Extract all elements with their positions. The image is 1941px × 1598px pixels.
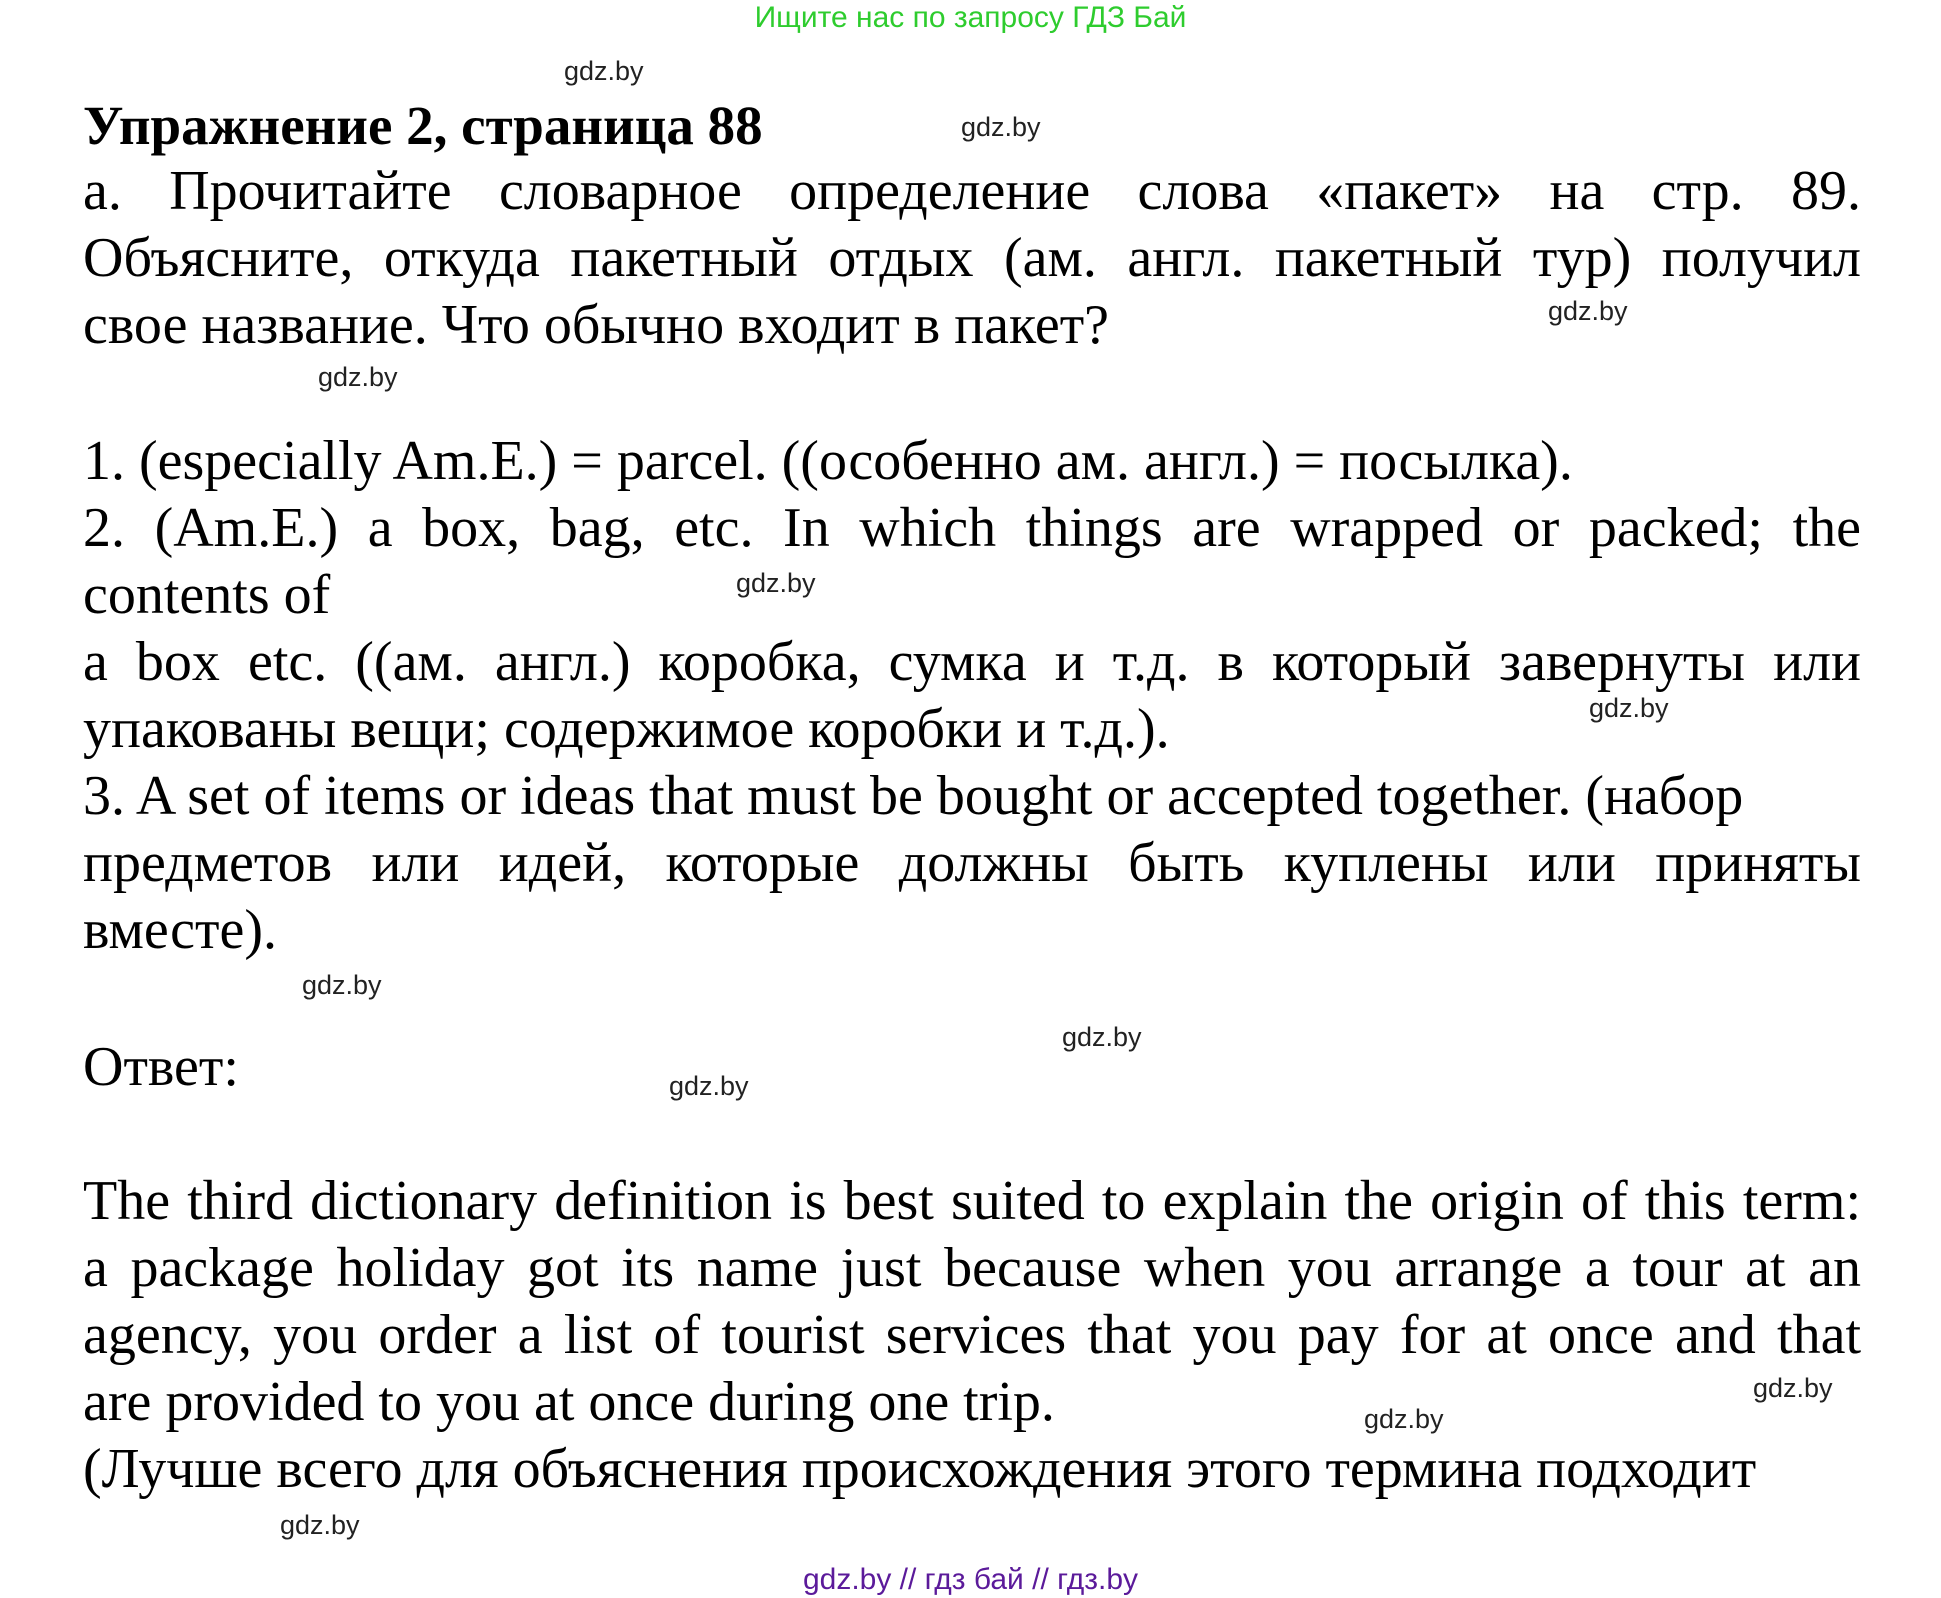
task-text (83, 158, 1861, 359)
answer-line: a package holiday got its name just because when you arrange a tour at an (83, 1237, 1861, 1299)
watermark: gdz.by (736, 568, 816, 598)
definition-line: 3. A set of items or ideas that must be bought or accepted together. (набор (83, 765, 1744, 827)
task-line: а. Прочитайте словарное определение слова «пакет» на стр. 89. (83, 160, 1861, 222)
watermark: gdz.by (1753, 1373, 1833, 1403)
answer-line: agency, you order a list of tourist services that you pay for at once and that (83, 1304, 1861, 1366)
site-links-footer: gdz.by // гдз бай // гдз.by (802, 1563, 1139, 1596)
answer-line: (Лучше всего для объяснения происхождения этого термина подходит (83, 1438, 1757, 1500)
definition-line: вместе). (83, 899, 278, 961)
task-line: свое название. Что обычно входит в пакет? (83, 294, 1110, 356)
search-banner: Ищите нас по запросу ГДЗ Бай (754, 1, 1187, 34)
answer-label: Ответ: (83, 1036, 239, 1098)
watermark: gdz.by (318, 362, 398, 392)
watermark: gdz.by (564, 56, 644, 86)
answer-line: are provided to you at once during one trip. (83, 1371, 1055, 1433)
definitions (83, 428, 1861, 964)
answer-label-block (83, 1034, 1861, 1101)
definition-line: 1. (especially Am.E.) = parcel. ((особенно ам. англ.) = посылка). (83, 430, 1573, 492)
watermark: gdz.by (302, 970, 382, 1000)
task-line: Объясните, откуда пакетный отдых (ам. англ. пакетный тур) получил (83, 227, 1861, 289)
definition-line: contents of (83, 564, 331, 626)
answer-line: The third dictionary definition is best suited to explain the origin of this term: (83, 1170, 1861, 1232)
definition-line: предметов или идей, которые должны быть куплены или приняты (83, 832, 1861, 894)
definition-line: упакованы вещи; содержимое коробки и т.д.). (83, 698, 1170, 760)
watermark: gdz.by (669, 1071, 749, 1101)
watermark: gdz.by (280, 1510, 360, 1540)
watermark: gdz.by (1548, 296, 1628, 326)
watermark: gdz.by (1062, 1022, 1142, 1052)
definition-line: 2. (Am.E.) a box, bag, etc. In which things are wrapped or packed; the (83, 497, 1861, 559)
watermark: gdz.by (1364, 1404, 1444, 1434)
watermark: gdz.by (961, 112, 1041, 142)
exercise-title: Упражнение 2, страница 88 (83, 95, 763, 156)
definition-line: a box etc. ((ам. англ.) коробка, сумка и т.д. в который завернуты или (83, 631, 1861, 693)
answer-text (83, 1168, 1861, 1503)
watermark: gdz.by (1589, 693, 1669, 723)
